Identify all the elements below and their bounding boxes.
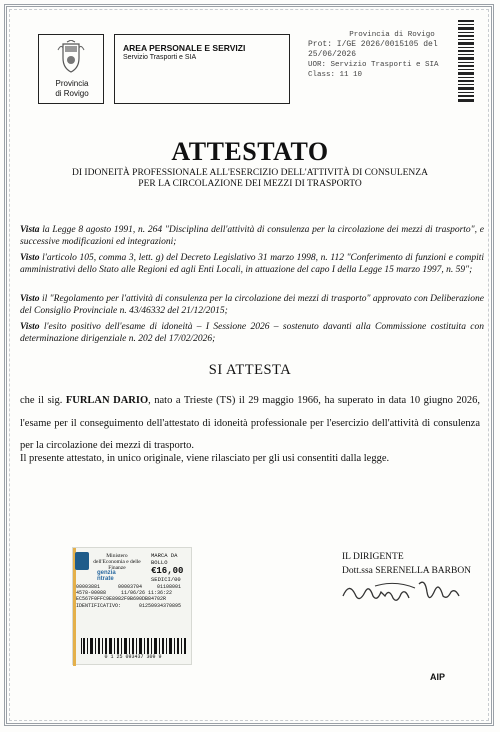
vista-paragraph-1 bbox=[20, 225, 484, 248]
vista-text-2: l'articolo 105, comma 3, lett. g) del Decreto Legislativo 31 marzo 1998, n. 112 "Conferimento di funzioni e compiti amministrativi dello Stato alle Regioni ed agli Enti Locali, in attuazione del capo I della Legge 15 marzo 1997, n. 59"; bbox=[20, 253, 484, 275]
stamp-line4: Class: 11 10 bbox=[308, 71, 363, 79]
vista-text-4: l'esito positivo dell'esame di idoneità – I Sessione 2026 – sostenuto davanti alla Commissione costituita con determinazione dirigenziale n. 202 del 17/02/2026; bbox=[20, 322, 484, 344]
marca-barcode-number: 0 1 25 093437 309 9 bbox=[104, 654, 162, 660]
vista-paragraph-3 bbox=[20, 294, 484, 317]
holder-name: FURLAN DARIO bbox=[65, 395, 149, 406]
agenzia-entrate-logo bbox=[97, 570, 116, 582]
protocol-barcode-icon bbox=[458, 20, 474, 102]
marca-da-bollo bbox=[72, 547, 192, 665]
document-subtitle bbox=[60, 168, 440, 190]
area-subtitle: Servizio Trasporti e SIA bbox=[123, 54, 197, 61]
entrate-word: ntrate bbox=[97, 576, 114, 582]
marca-codes: 00003881 00003704 01108001 4578-00088 11/06/26 11:36:22 EC567F0FFC9E8982F9B690DB84702R IDENTIFICATIVO: 01250934370895 bbox=[76, 584, 182, 609]
vista-lead-4: Visto bbox=[20, 322, 40, 332]
attestation-body bbox=[20, 390, 480, 458]
vista-text-1: la Legge 8 agosto 1991, n. 264 "Disciplina dell'attività di consulenza per la circolazione dei mezzi di trasporto", e successive modificazioni ed integrazioni; bbox=[20, 225, 484, 247]
signatory-name: Dott.ssa SERENELLA BARBON bbox=[342, 566, 472, 576]
crest-icon bbox=[53, 40, 89, 74]
republic-emblem-icon bbox=[75, 552, 89, 570]
final-statement: Il presente attestato, in unico originale, viene rilasciato per gli usi consentiti dalla legge. bbox=[20, 453, 390, 464]
letterhead bbox=[38, 30, 471, 104]
subtitle-line2: PER LA CIRCOLAZIONE DEI MEZZI DI TRASPORTO bbox=[138, 179, 362, 189]
subtitle-line1: DI IDONEITÀ PROFESSIONALE ALL'ESERCIZIO DELL'ATTIVITÀ DI CONSULENZA bbox=[72, 168, 428, 178]
protocol-stamp bbox=[308, 30, 476, 80]
vista-text-3: il "Regolamento per l'attività di consulenza per la circolazione dei mezzi di trasporto" approvato con Deliberazione del Consiglio Provinciale n. 43/46332 del 21/12/2015; bbox=[20, 294, 484, 316]
vista-lead-1: Vista bbox=[20, 225, 40, 235]
vista-lead-3: Visto bbox=[20, 294, 40, 304]
body-post-name: , nato a Trieste (TS) il 29 maggio 1966, ha superato in data 10 giugno 2026, l'esame per il conseguimento dell'attestato di idoneità professionale per l'esercizio dell'attività di consulenza per la circolazione dei mezzi di trasporto. bbox=[20, 395, 480, 451]
vista-paragraph-2 bbox=[20, 253, 484, 276]
marca-barcode-icon bbox=[79, 638, 189, 654]
area-title: AREA PERSONALE E SERVIZI bbox=[123, 43, 246, 53]
marca-value-box bbox=[151, 552, 193, 583]
marca-value: €16,00 bbox=[151, 566, 184, 576]
stamp-line2: Prot: I/GE 2026/0015105 del 25/06/2026 bbox=[308, 40, 438, 59]
si-attesta-heading: SI ATTESTA bbox=[208, 362, 292, 378]
footer-code: AIP bbox=[430, 672, 446, 682]
body-pre-name: che il sig. bbox=[20, 395, 66, 406]
marca-sub: SEDICI/00 bbox=[151, 576, 181, 583]
stamp-line3: UOR: Servizio Trasporti e SIA bbox=[308, 61, 439, 69]
marca-ministry: Ministero dell'Economia e delle Finanze bbox=[93, 553, 141, 571]
stamp-line1: Provincia di Rovigo bbox=[349, 31, 435, 39]
handwritten-signature bbox=[335, 574, 465, 610]
province-logo bbox=[38, 34, 104, 104]
signatory-title: IL DIRIGENTE bbox=[342, 552, 404, 562]
area-box bbox=[114, 34, 290, 104]
logo-label-line2: di Rovigo bbox=[55, 89, 89, 98]
vista-lead-2: Visto bbox=[20, 253, 40, 263]
vista-paragraph-4 bbox=[20, 322, 484, 345]
logo-label-line1: Provincia bbox=[55, 79, 89, 88]
agenzia-word: genzia bbox=[97, 570, 116, 576]
marca-label: MARCA DA BOLLO bbox=[151, 552, 178, 566]
document-title: ATTESTATO bbox=[171, 137, 329, 166]
